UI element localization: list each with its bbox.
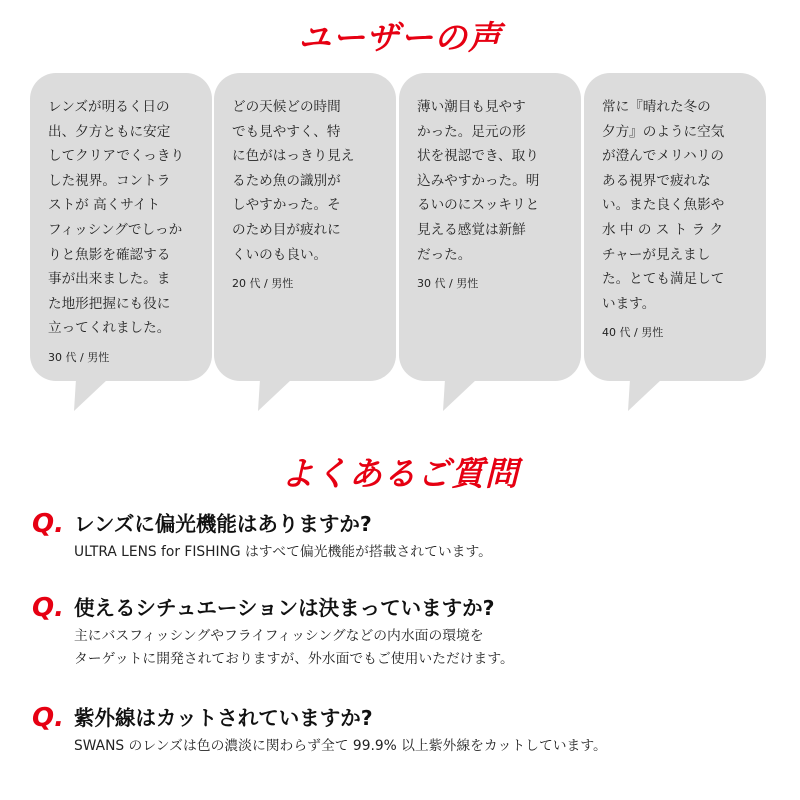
question-mark-label: Q. [32, 509, 64, 539]
review-text: どの天候どの時間 でも見やすく、特 に色がはっきり見え るため魚の識別が しやすかった。そ のため目が疲れに くいのも良い。 [232, 99, 355, 263]
reviewer-info: 40 代 / 男性 [602, 326, 664, 340]
faq-heading: よくあるご質問 [281, 454, 519, 493]
review-content [48, 95, 198, 366]
review-text: 薄い潮目も見やす かった。足元の形 状を視認でき、取り 込みやすかった。明 るいのにスッキリと 見える感覚は新鮮 だった。 [417, 99, 540, 263]
review-text: 常に『晴れた冬の 夕方』のように空気 が澄んでメリハリの ある視界で疲れな い。また良く魚影や 水 中 の ス ト ラ ク チャーが見えまし た。とても満足して います。 [602, 99, 725, 312]
reviewer-info: 30 代 / 男性 [417, 277, 479, 291]
reviews-heading: ユーザーの声 [298, 18, 502, 57]
question-mark-label: Q. [32, 703, 64, 733]
review-content [232, 95, 382, 292]
review-bubble [214, 73, 396, 381]
review-bubble [584, 73, 766, 381]
reviewer-info: 20 代 / 男性 [232, 277, 294, 291]
review-text: レンズが明るく日の 出、夕方ともに安定 してクリアでくっきり した視界。コントラ ストが 高くサイト フィッシングでしっか りと魚影を確認する 事が出来ました。ま た地形把握にも役に 立ってくれました。 [48, 99, 185, 337]
speech-bubble-tail [74, 379, 108, 411]
faq-answer: 主にバスフィッシングやフライフィッシングなどの内水面の環境を ターゲットに開発されておりますが、外水面でもご使用いただけます。 [74, 628, 514, 667]
review-bubble [399, 73, 581, 381]
question-mark-label: Q. [32, 593, 64, 623]
faq-answer: SWANS のレンズは色の濃淡に関わらず全て 99.9% 以上紫外線をカットしています。 [74, 738, 607, 754]
reviewer-info: 30 代 / 男性 [48, 350, 110, 364]
faq-question: 使えるシチュエーションは決まっていますか? [74, 596, 495, 620]
faq-question: 紫外線はカットされていますか? [74, 706, 373, 730]
speech-bubble-tail [628, 379, 662, 411]
faq-answer: ULTRA LENS for FISHING はすべて偏光機能が搭載されています。 [74, 544, 492, 560]
faq-question: レンズに偏光機能はありますか? [74, 512, 372, 536]
review-content [602, 95, 752, 341]
review-bubble [30, 73, 212, 381]
review-content [417, 95, 567, 292]
speech-bubble-tail [443, 379, 477, 411]
speech-bubble-tail [258, 379, 292, 411]
